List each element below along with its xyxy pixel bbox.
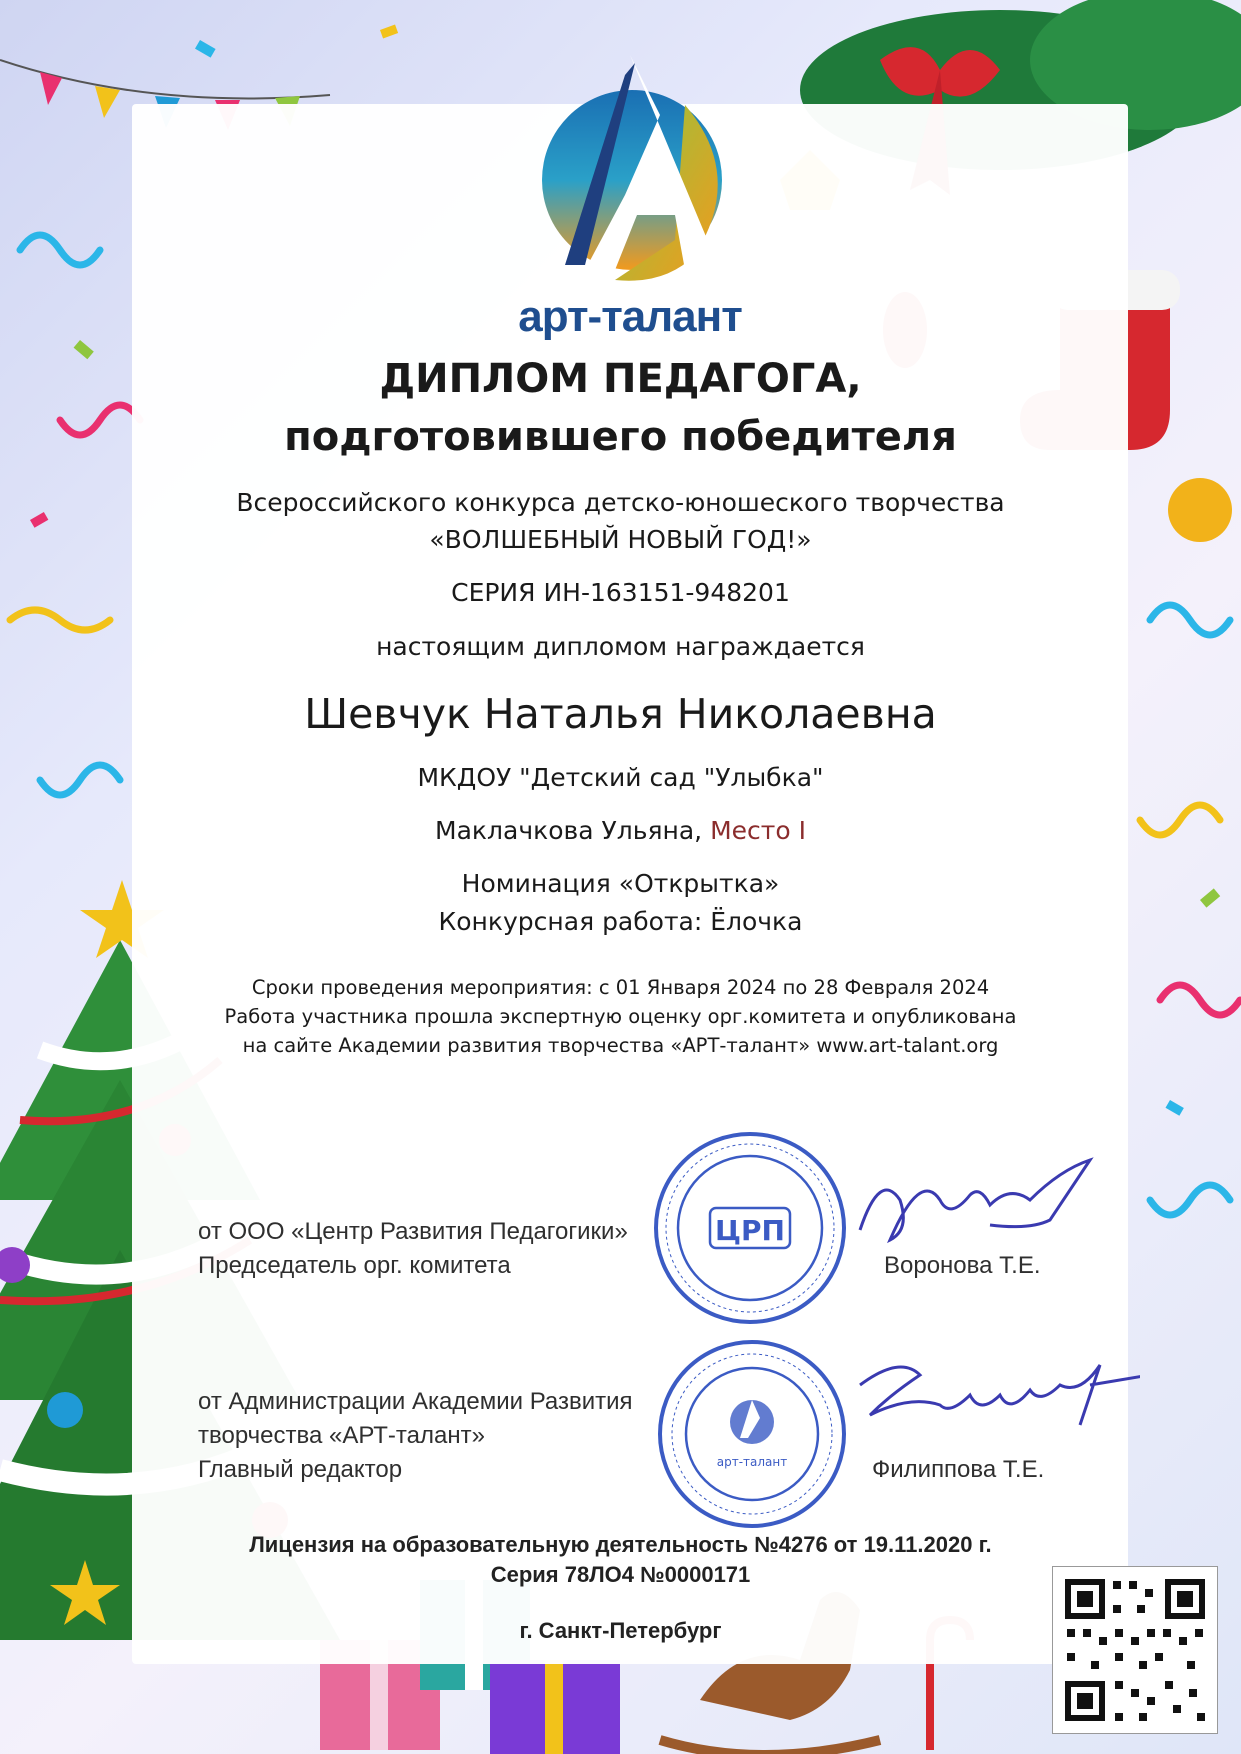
student-name: Маклачкова Ульяна, [435,816,703,845]
sig2-signer: Филиппова Т.Е. [872,1456,1045,1483]
license-line: Лицензия на образовательную деятельность №4276 от 19.11.2020 г. [249,1532,992,1557]
sig1-org: от ООО «Центр Развития Педагогики» [198,1218,628,1245]
license-city: г. Санкт-Петербург [519,1618,722,1643]
logo-brand-text: арт-талант [518,292,742,341]
signature-filippova-icon [850,1345,1140,1455]
evaluation-note-2: на сайте Академии развития творчества «АРТ-талант» www.art-talant.org [242,1034,999,1057]
qr-code[interactable] [1052,1566,1218,1734]
crp-stamp-icon [652,1130,848,1326]
qr-code-icon [1053,1567,1217,1733]
place-badge: Место I [710,816,806,845]
art-talant-stamp-text: арт-талант [716,1455,788,1469]
contest-work: Конкурсная работа: Ёлочка [438,907,803,936]
sig2-role: Главный редактор [198,1456,403,1483]
sig1-role: Председатель орг. комитета [198,1252,511,1279]
license-series: Серия 78ЛО4 №0000171 [490,1562,751,1587]
sig2-org-line1: от Администрации Академии Развития [198,1388,633,1415]
diploma-title: ДИПЛОМ ПЕДАГОГА, [379,356,862,402]
diploma-subtitle: подготовившего победителя [284,414,957,460]
diploma-series: СЕРИЯ ИН-163151-948201 [451,578,790,607]
art-talant-stamp-icon [656,1338,848,1530]
evaluation-note-1: Работа участника прошла экспертную оценку орг.комитета и опубликована [224,1005,1017,1028]
event-dates: Сроки проведения мероприятия: с 01 Января 2024 по 28 Февраля 2024 [251,976,990,999]
crp-stamp-text: ЦРП [715,1214,785,1247]
nomination: Номинация «Открытка» [461,869,780,898]
sig2-org-line2: творчества «АРТ-талант» [198,1422,485,1449]
contest-name: «ВОЛШЕБНЫЙ НОВЫЙ ГОД!» [429,525,812,554]
signature-voronova-icon [850,1150,1110,1260]
contest-line-1: Всероссийского конкурса детско-юношеского творчества [236,488,1005,517]
art-talant-logo-icon [525,55,740,290]
recipient-organization: МКДОУ "Детский сад "Улыбка" [417,763,824,792]
student-line [150,816,1091,845]
awarded-text: настоящим дипломом награждается [376,632,865,661]
recipient-name: Шевчук Наталья Николаевна [304,690,937,738]
sig1-signer: Воронова Т.Е. [884,1252,1041,1279]
